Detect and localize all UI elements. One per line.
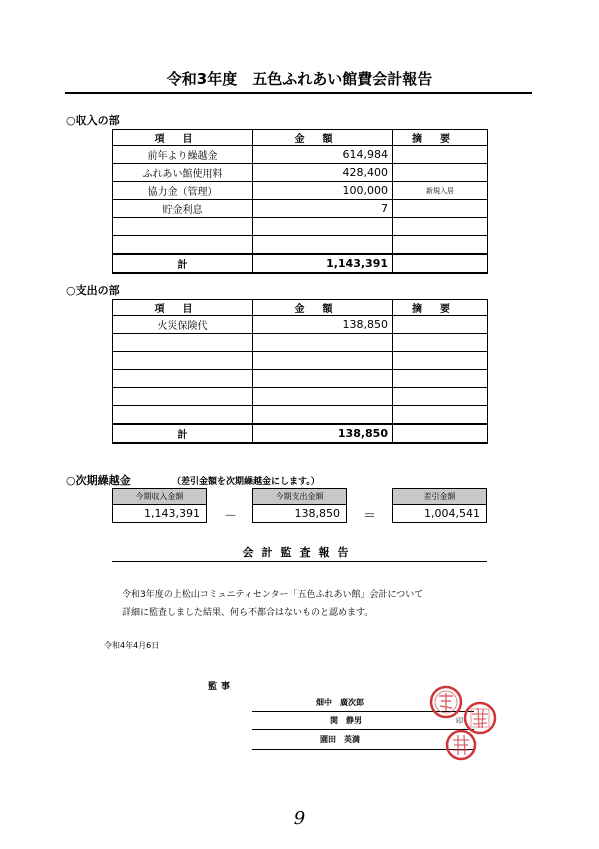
- col-header-amount: 金額: [253, 300, 393, 316]
- row-note: [393, 236, 488, 255]
- auditor-name-3: 園田 英満: [320, 735, 360, 744]
- row-amount: [253, 218, 393, 236]
- table-row: [113, 388, 488, 406]
- row-note: [393, 352, 488, 370]
- income-sum-value: 1,143,391: [144, 507, 200, 520]
- table-row: [113, 182, 488, 200]
- row-note: 新規入居: [393, 182, 488, 200]
- seal-stamp-3: [444, 728, 478, 762]
- col-header-note: 摘要: [393, 130, 488, 146]
- row-note: [393, 218, 488, 236]
- row-amount: [253, 352, 393, 370]
- income-sum-label: 今期収入金額: [113, 489, 206, 505]
- row-note: [393, 406, 488, 425]
- seal-stamp-1: [428, 684, 464, 720]
- col-header-amount: 金額: [253, 130, 393, 146]
- income-total-label: 計: [113, 254, 253, 273]
- table-row: [113, 370, 488, 388]
- signature-line-3: [252, 749, 474, 750]
- signature-line-2: [252, 729, 474, 730]
- table-row: [113, 316, 488, 334]
- income-heading: ○収入の部: [66, 114, 120, 127]
- row-amount: [253, 370, 393, 388]
- row-note: [393, 200, 488, 218]
- row-item: [113, 388, 253, 406]
- row-item: [113, 406, 253, 425]
- row-amount: 614,984: [253, 146, 393, 164]
- audit-line-1: 令和3年度の上松山コミュニティセンター「五色ふれあい館」会計について: [122, 590, 424, 600]
- page-title: 令和3年度 五色ふれあい館費会計報告: [166, 70, 433, 88]
- income-header-row: [113, 130, 488, 146]
- audit-line-2: 詳細に監査しました結果、何ら不都合はないものと認めます。: [122, 608, 374, 618]
- row-amount: 138,850: [253, 316, 393, 334]
- row-amount: [253, 236, 393, 255]
- difference-box: [392, 488, 487, 523]
- difference-value: 1,004,541: [424, 507, 480, 520]
- table-row: [113, 164, 488, 182]
- expense-table: [112, 299, 488, 444]
- income-table: [112, 129, 488, 274]
- auditor-label: 監事: [208, 682, 235, 692]
- auditor-name-1: 畑中 廣次郎: [316, 698, 364, 707]
- col-header-item: 項目: [113, 130, 253, 146]
- row-item: 火災保険代: [113, 316, 253, 334]
- col-header-item: 項目: [113, 300, 253, 316]
- title-underline: [65, 92, 532, 94]
- row-amount: [253, 406, 393, 425]
- row-note: [393, 164, 488, 182]
- table-row: [113, 218, 488, 236]
- row-amount: [253, 388, 393, 406]
- minus-sign: －: [224, 509, 238, 524]
- table-row: [113, 146, 488, 164]
- expense-heading: ○支出の部: [66, 284, 120, 297]
- expense-header-row: [113, 300, 488, 316]
- row-item: [113, 218, 253, 236]
- row-note: [393, 388, 488, 406]
- equals-sign: ＝: [363, 509, 377, 524]
- row-item: [113, 334, 253, 352]
- row-item: 貯金利息: [113, 200, 253, 218]
- income-total-note: [393, 254, 488, 273]
- auditor-name-2: 関 静男: [330, 716, 362, 725]
- income-sum-box: [112, 488, 207, 523]
- table-row: [113, 334, 488, 352]
- row-note: [393, 370, 488, 388]
- row-item: 協力金（管理）: [113, 182, 253, 200]
- row-item: ふれあい館使用料: [113, 164, 253, 182]
- carryover-note: （差引金額を次期繰越金にします。）: [172, 477, 320, 487]
- expense-total-amount: 138,850: [253, 424, 393, 443]
- row-amount: 428,400: [253, 164, 393, 182]
- row-item: 前年より繰越金: [113, 146, 253, 164]
- table-row: [113, 200, 488, 218]
- difference-label: 差引金額: [393, 489, 486, 505]
- page-number: 9: [293, 808, 306, 829]
- table-row: [113, 406, 488, 425]
- expense-sum-value: 138,850: [294, 507, 340, 520]
- table-row: [113, 352, 488, 370]
- row-note: [393, 334, 488, 352]
- row-item: [113, 370, 253, 388]
- seal-mark-label: 印: [456, 717, 463, 725]
- carryover-heading: ○次期繰越金: [66, 474, 131, 487]
- expense-total-label: 計: [113, 424, 253, 443]
- expense-total-note: [393, 424, 488, 443]
- audit-title: 会計監査報告: [242, 546, 357, 559]
- income-total-row: [113, 254, 488, 273]
- row-note: [393, 146, 488, 164]
- col-header-note: 摘要: [393, 300, 488, 316]
- expense-total-row: [113, 424, 488, 443]
- row-amount: [253, 334, 393, 352]
- row-amount: 100,000: [253, 182, 393, 200]
- expense-sum-label: 今期支出金額: [253, 489, 346, 505]
- row-item: [113, 352, 253, 370]
- expense-sum-box: [252, 488, 347, 523]
- table-row: [113, 236, 488, 255]
- row-amount: 7: [253, 200, 393, 218]
- row-note: [393, 316, 488, 334]
- audit-underline: [112, 561, 487, 562]
- income-total-amount: 1,143,391: [253, 254, 393, 273]
- report-date: 令和4年4月6日: [104, 641, 160, 650]
- row-item: [113, 236, 253, 255]
